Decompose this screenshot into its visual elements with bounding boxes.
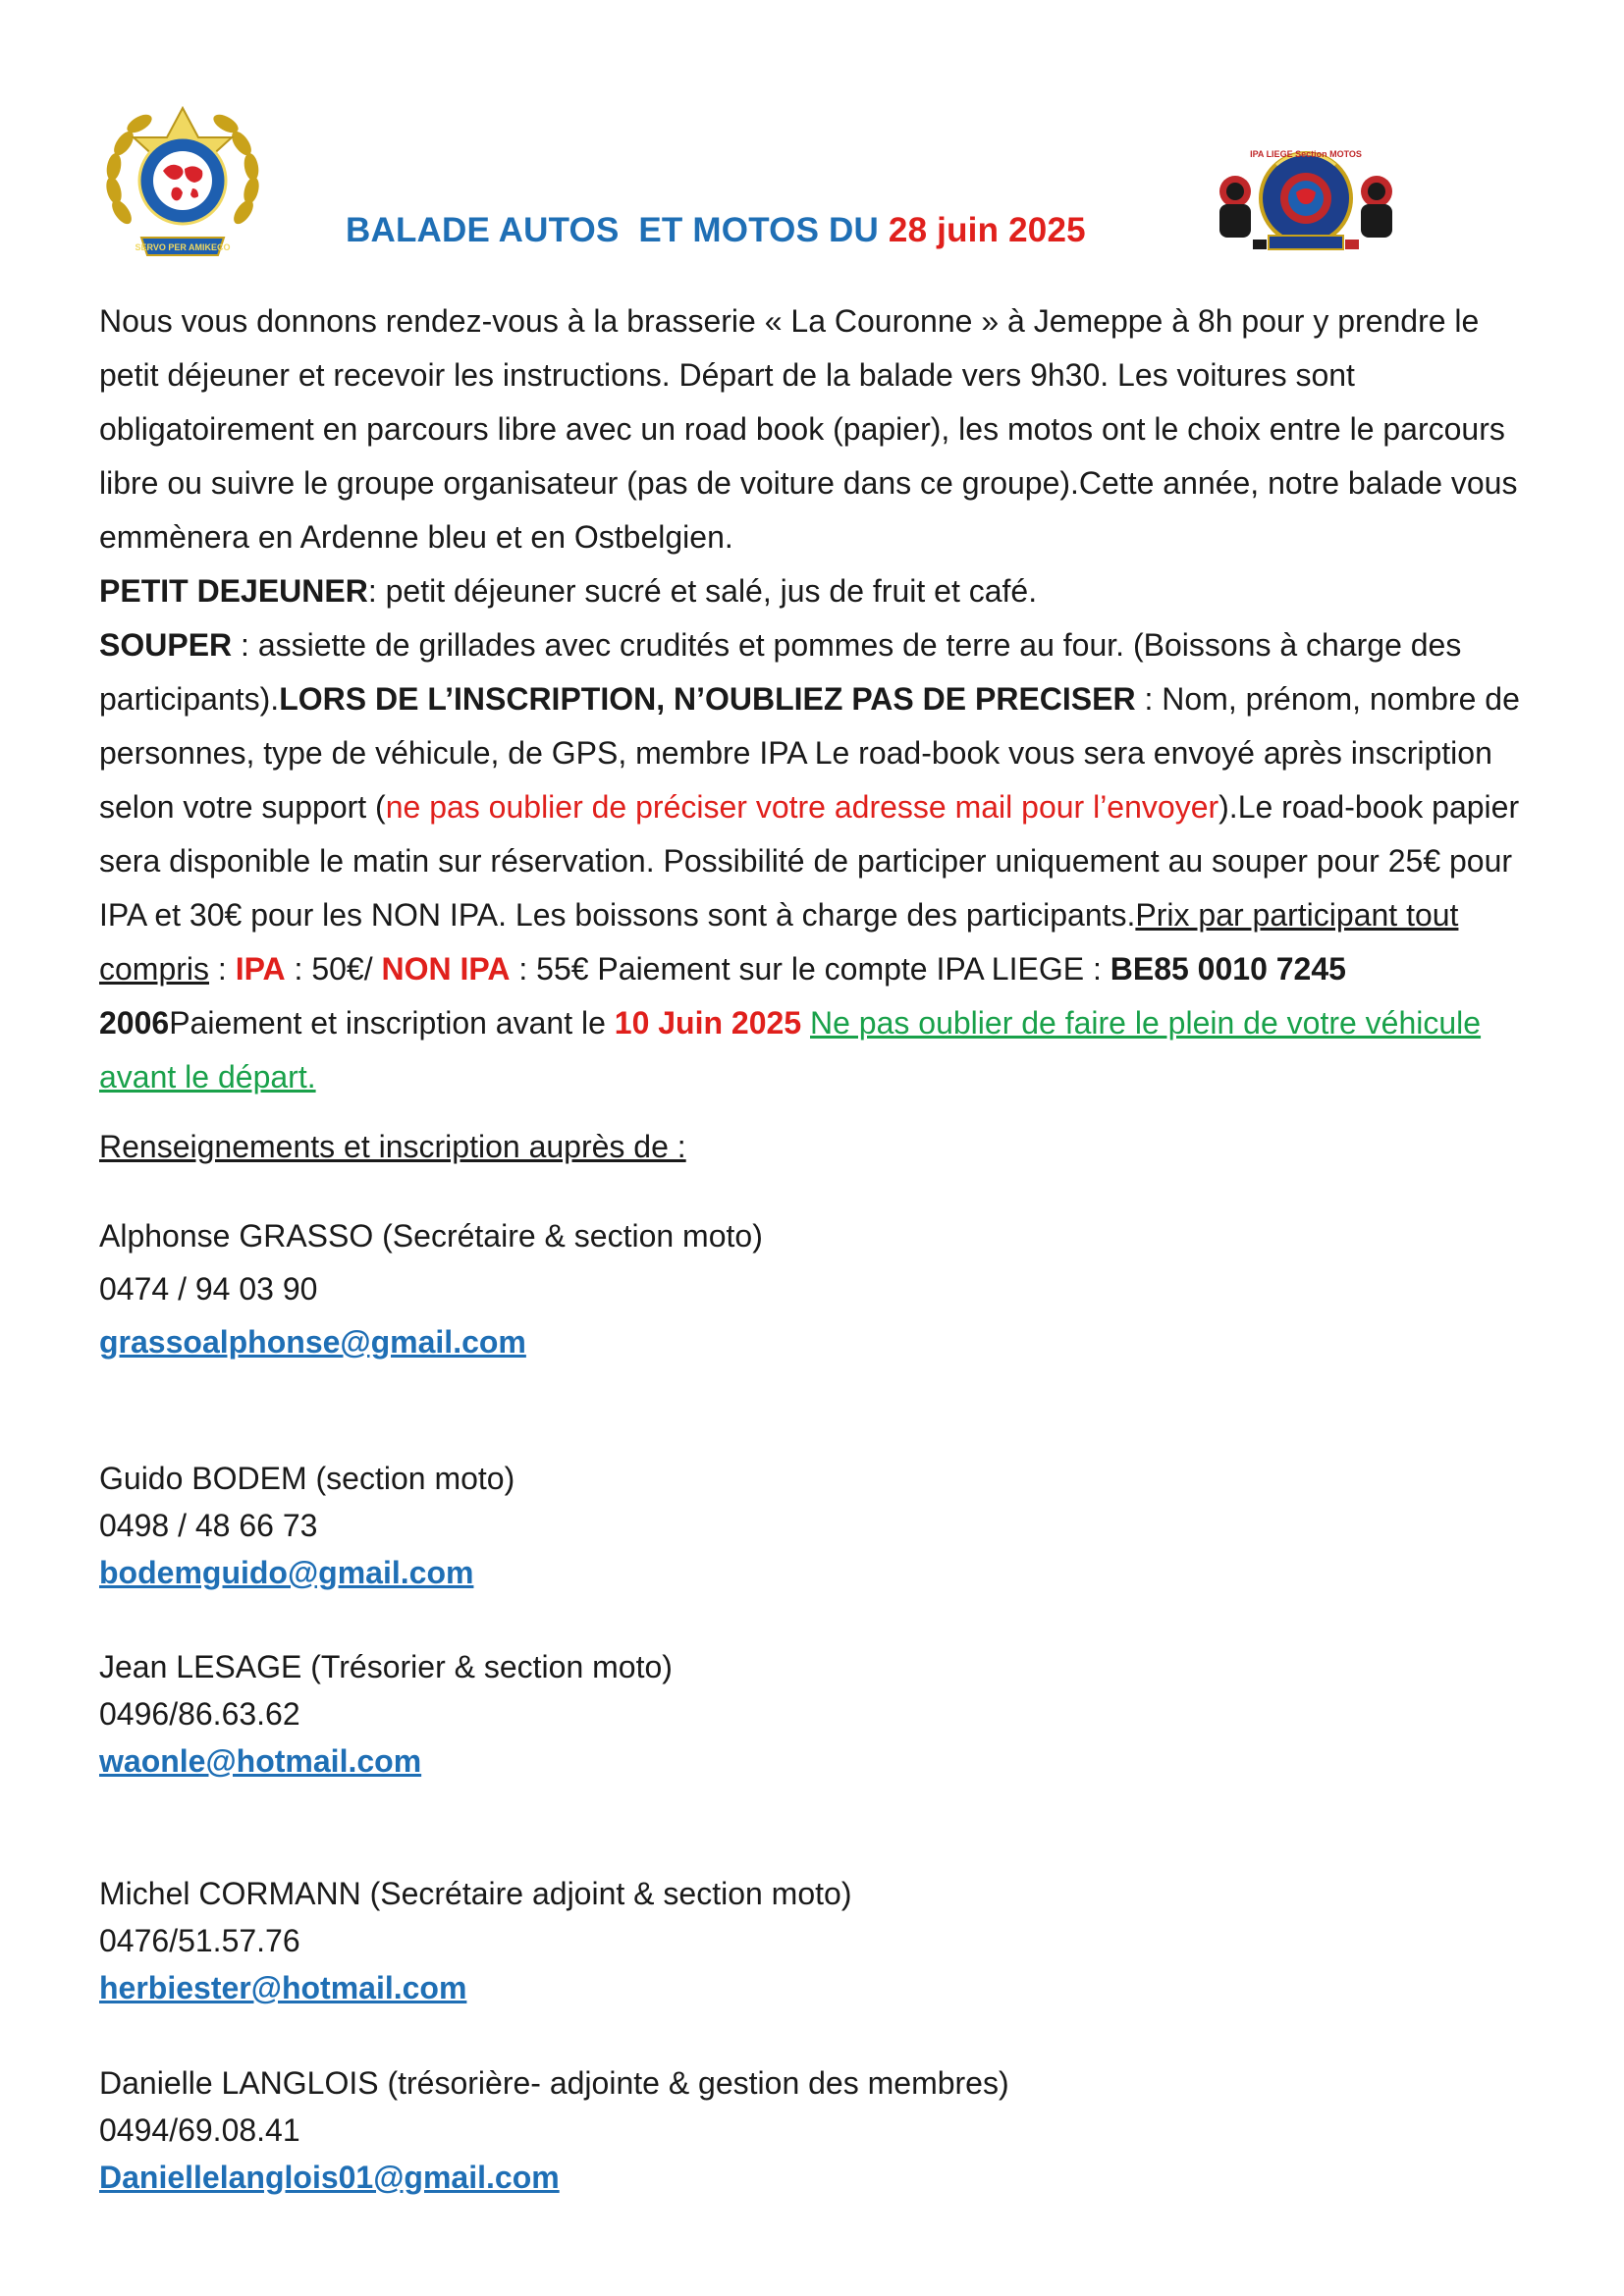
contact-phone: 0496/86.63.62 (99, 1696, 300, 1732)
contact-phone: 0476/51.57.76 (99, 1923, 300, 1958)
price-label: Prix par participant tout compris (99, 897, 1459, 987)
contacts-heading: Renseignements et inscription auprès de : (99, 1129, 686, 1164)
deadline-date: 10 Juin 2025 (614, 1005, 802, 1041)
breakfast-label: PETIT DEJEUNER (99, 573, 368, 609)
contact-card (99, 1209, 763, 1368)
contact-email-link[interactable]: waonle@hotmail.com (99, 1743, 422, 1779)
contact-phone: 0494/69.08.41 (99, 2112, 300, 2148)
iban: BE85 0010 7245 2006 (99, 951, 1346, 1041)
contact-email-link[interactable]: Daniellelanglois01@gmail.com (99, 2160, 560, 2195)
ipa-emblem-logo (94, 94, 271, 271)
roadbook-text: ).Le road-book papier sera disponible le matin sur réservation. Possibilité de participer uniquement au souper pour 25€ pour IPA et 30€ pour les NON IPA. Les boissons sont à charge des participants. (99, 789, 1520, 933)
contact-name: Alphonse GRASSO (Secrétaire & section moto) (99, 1218, 763, 1254)
fuel-reminder-link[interactable]: Ne pas oublier de faire le plein de votre véhicule avant le départ. (99, 1005, 1482, 1095)
contact-name: Jean LESAGE (Trésorier & section moto) (99, 1649, 673, 1684)
intro-text: Nous vous donnons rendez-vous à la brasserie « La Couronne » à Jemeppe à 8h pour y prendre le petit déjeuner et recevoir les instructions. Départ de la balade vers 9h30. Les voitures sont obligatoirement en parcours libre avec un road book (papier), les motos ont le choix entre le parcours libre ou suivre le groupe organisateur (pas de voiture dans ce groupe).Cette année, notre balade vous emmènera en Ardenne bleu et en Ostbelgien. (99, 303, 1518, 555)
title-prefix: BALADE AUTOS ET MOTOS DU (346, 211, 889, 249)
contact-email-link[interactable]: herbiester@hotmail.com (99, 1970, 467, 2005)
ipa-label: IPA (235, 951, 286, 987)
supper-text: : assiette de grillades avec crudités et pommes de terre au four. (Boissons à charge des participants). (99, 627, 1462, 717)
contact-name: Michel CORMANN (Secrétaire adjoint & section moto) (99, 1876, 852, 1911)
event-description (99, 294, 1543, 1104)
deadline-text: Paiement et inscription avant le (169, 1005, 615, 1041)
payment-text: Paiement sur le compte IPA LIEGE : (588, 951, 1110, 987)
non-ipa-price: : 55€ (510, 951, 589, 987)
breakfast-text: : petit déjeuner sucré et salé, jus de fruit et café. (367, 573, 1038, 609)
contact-email-link[interactable]: grassoalphonse@gmail.com (99, 1324, 526, 1360)
registration-text: : Nom, prénom, nombre de personnes, type de véhicule, de GPS, membre IPA Le road-book vous sera envoyé après inscription selon votre support ( (99, 681, 1520, 825)
contact-card (99, 1643, 673, 1785)
title-date: 28 juin 2025 (888, 211, 1086, 249)
price-separator: : (209, 951, 236, 987)
registration-label: LORS DE L’INSCRIPTION, N’OUBLIEZ PAS DE PRECISER (279, 681, 1136, 717)
contact-phone: 0474 / 94 03 90 (99, 1271, 318, 1307)
svg-text:SERVO PER AMIKECO: SERVO PER AMIKECO (135, 242, 231, 252)
contact-email-link[interactable]: bodemguido@gmail.com (99, 1555, 474, 1590)
contact-card (99, 1870, 851, 2011)
contact-card (99, 2059, 1009, 2201)
description-paragraph (99, 294, 1543, 1104)
contact-card (99, 1455, 514, 1596)
ipa-liege-motos-logo (1208, 137, 1404, 265)
contact-name: Danielle LANGLOIS (trésorière- adjointe & gestion des membres) (99, 2065, 1009, 2101)
page-title (346, 211, 1086, 250)
supper-label: SOUPER (99, 627, 233, 663)
non-ipa-label: NON IPA (381, 951, 511, 987)
contact-name: Guido BODEM (section moto) (99, 1461, 515, 1496)
contact-phone: 0498 / 48 66 73 (99, 1508, 318, 1543)
email-reminder: ne pas oublier de préciser votre adresse mail pour l’envoyer (385, 789, 1219, 825)
ipa-price: : 50€/ (285, 951, 382, 987)
svg-text:IPA LIEGE Section MOTOS: IPA LIEGE Section MOTOS (1250, 149, 1362, 159)
